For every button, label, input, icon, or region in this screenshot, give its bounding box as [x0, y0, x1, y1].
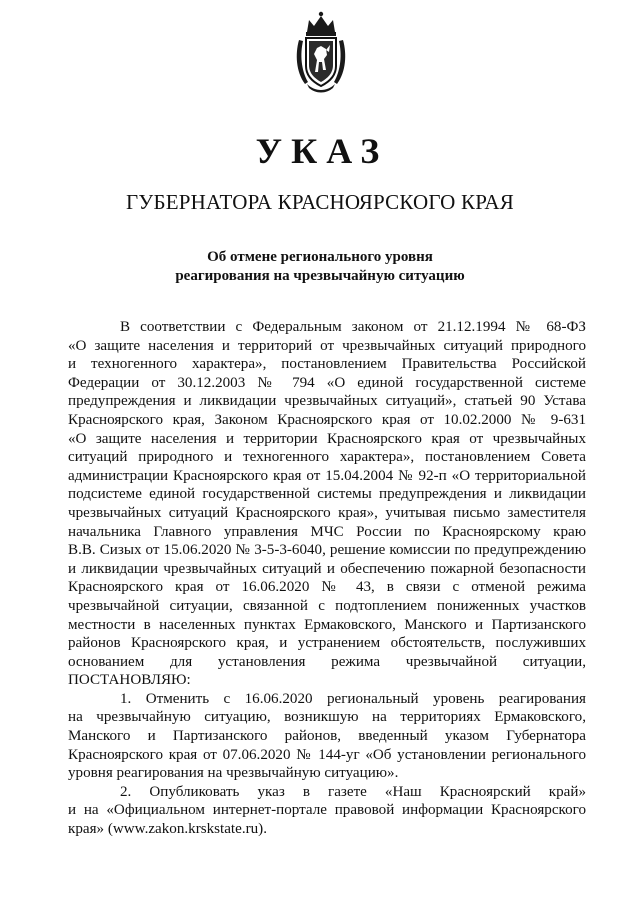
document-title: УКАЗ: [255, 131, 389, 171]
preamble-line: ситуаций природного и техногенного характера», постановлением Совета: [68, 449, 586, 466]
preamble-line: районов Красноярского края, и устранением обстоятельств, послуживших: [68, 635, 586, 652]
document-subtitle: ГУБЕРНАТОРА КРАСНОЯРСКОГО КРАЯ: [126, 190, 514, 214]
preamble-line: начальника Главного управления МЧС России по Красноярскому краю: [68, 523, 586, 540]
preamble-line: В соответствии с Федеральным законом от 21.12.1994 № 68-ФЗ: [120, 319, 586, 335]
preamble-line: «О защите населения и территории Красноярского края от чрезвычайных: [68, 430, 586, 447]
preamble-line: администрации Красноярского края от 15.04.2004 № 92-п «О территориальной: [68, 467, 586, 484]
decree-body: [68, 318, 586, 839]
preamble-line: подсистеме единой государственной системы предупреждения и ликвидации: [68, 486, 586, 503]
item2-line: края» (www.zakon.krskstate.ru).: [68, 821, 267, 838]
preamble-line: местности в населенных пунктах Ермаковского, Манского и Партизанского: [68, 616, 586, 633]
preamble-line: чрезвычайной ситуации, связанной с подтоплением пониженных участков: [68, 597, 586, 614]
preamble-line: предупреждения и ликвидации чрезвычайных ситуаций», статьей 90 Устава: [68, 393, 586, 410]
preamble-line: «О защите населения и территорий от чрезвычайных ситуаций природного: [68, 337, 586, 354]
item1-line: на чрезвычайную ситуацию, возникшую на территориях Ермаковского,: [68, 709, 586, 726]
item1-line: уровня реагирования на чрезвычайную ситуацию».: [68, 765, 399, 782]
preamble-line: и техногенного характера», постановлением Правительства Российской: [68, 356, 586, 373]
coat-of-arms-icon: [293, 10, 349, 94]
preamble-line: Красноярского края, Законом Красноярского края от 10.02.2000 № 9-631: [68, 411, 586, 428]
preamble-line: Красноярского края от 16.06.2020 № 43, в связи с отменой режима: [68, 579, 586, 596]
preamble-line: Федерации от 30.12.2003 № 794 «О единой государственной системе: [68, 374, 586, 391]
item2-line: и на «Официальном интернет-портале правовой информации Красноярского: [68, 802, 586, 819]
decree-heading: [0, 248, 640, 286]
preamble-line: основанием для установления режима чрезвычайной ситуации,: [68, 653, 586, 670]
heading-line: реагирования на чрезвычайную ситуацию: [175, 268, 465, 284]
item1-line: 1. Отменить с 16.06.2020 региональный уровень реагирования: [120, 690, 586, 707]
item1-line: Манского и Партизанского районов, введенный указом Губернатора: [68, 728, 586, 745]
item1-line: Красноярского края от 07.06.2020 № 144-уг «Об установлении регионального: [68, 746, 586, 763]
heading-line: Об отмене регионального уровня: [207, 249, 433, 265]
preamble-line: чрезвычайных ситуаций Красноярского края», учитывая письмо заместителя: [68, 504, 586, 521]
preamble-line: и ликвидации чрезвычайных ситуаций и обеспечению пожарной безопасности: [68, 560, 586, 577]
preamble-line: ПОСТАНОВЛЯЮ:: [68, 672, 191, 689]
item2-line: 2. Опубликовать указ в газете «Наш Красноярский край»: [120, 783, 586, 800]
preamble-line: В.В. Сизых от 15.06.2020 № 3-5-3-6040, решение комиссии по предупреждению: [68, 542, 586, 559]
